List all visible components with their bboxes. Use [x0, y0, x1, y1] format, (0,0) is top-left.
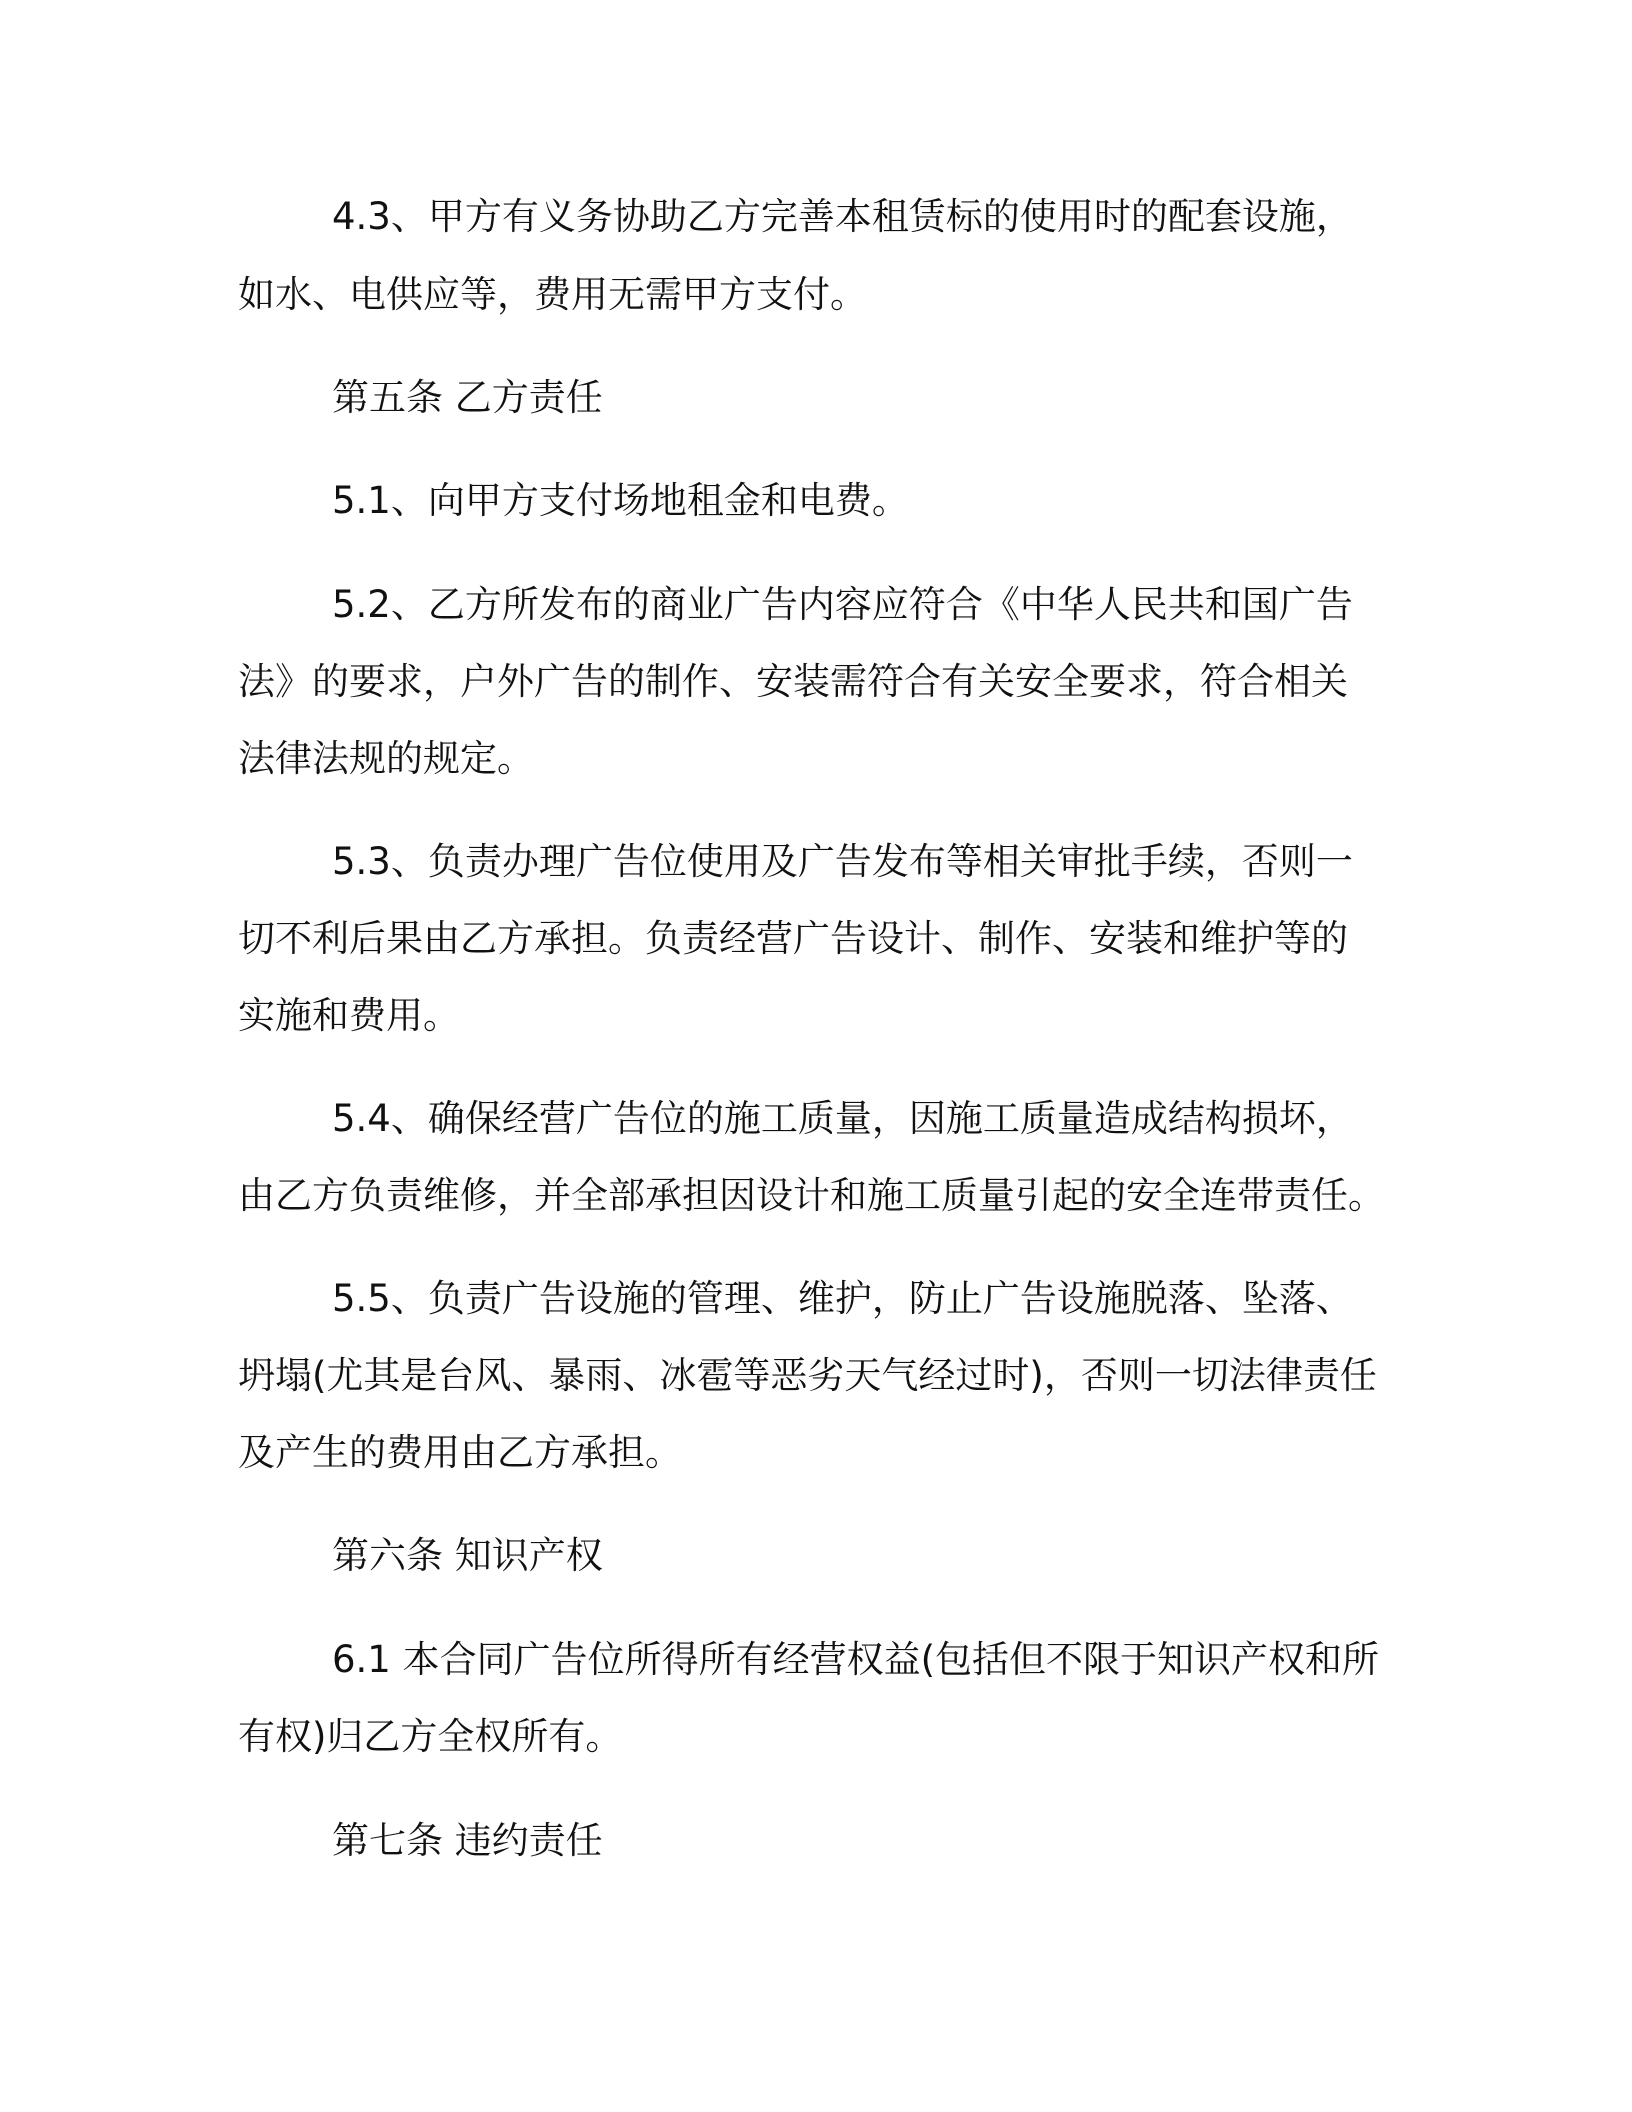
clause-5-5-line-1: 5.5、负责广告设施的管理、维护，防止广告设施脱落、坠落、: [332, 1277, 1353, 1320]
clause-5-2-line-1: 5.2、乙方所发布的商业广告内容应符合《中华人民共和国广告: [332, 583, 1353, 626]
clause-5-3-line-2: 切不利后果由乙方承担。负责经营广告设计、制作、安装和维护等的: [238, 917, 1348, 960]
article-7-heading: 第七条 违约责任: [332, 1819, 603, 1862]
clause-5-2-line-3: 法律法规的规定。: [238, 737, 534, 780]
article-5-heading: 第五条 乙方责任: [332, 376, 603, 419]
clause-5-4-line-1: 5.4、确保经营广告位的施工质量，因施工质量造成结构损坏，: [332, 1097, 1353, 1140]
clause-5-1-line-1: 5.1、向甲方支付场地租金和电费。: [332, 479, 909, 522]
clause-5-5-line-3: 及产生的费用由乙方承担。: [238, 1431, 682, 1474]
clause-5-2-line-2: 法》的要求，户外广告的制作、安装需符合有关安全要求，符合相关: [238, 660, 1348, 703]
clause-5-3-line-3: 实施和费用。: [238, 994, 460, 1037]
clause-6-1-line-2: 有权)归乙方全权所有。: [238, 1715, 623, 1758]
clause-5-4-line-2: 由乙方负责维修，并全部承担因设计和施工质量引起的安全连带责任。: [238, 1174, 1385, 1217]
clause-5-3-line-1: 5.3、负责办理广告位使用及广告发布等相关审批手续，否则一: [332, 840, 1353, 883]
clause-4-3-line-1: 4.3、甲方有义务协助乙方完善本租赁标的使用时的配套设施，: [332, 195, 1353, 238]
clause-6-1-line-1: 6.1 本合同广告位所得所有经营权益(包括但不限于知识产权和所: [332, 1638, 1380, 1681]
clause-4-3-line-2: 如水、电供应等，费用无需甲方支付。: [238, 273, 867, 316]
article-6-heading: 第六条 知识产权: [332, 1534, 603, 1577]
clause-5-5-line-2: 坍塌(尤其是台风、暴雨、冰雹等恶劣天气经过时)，否则一切法律责任: [238, 1354, 1377, 1397]
